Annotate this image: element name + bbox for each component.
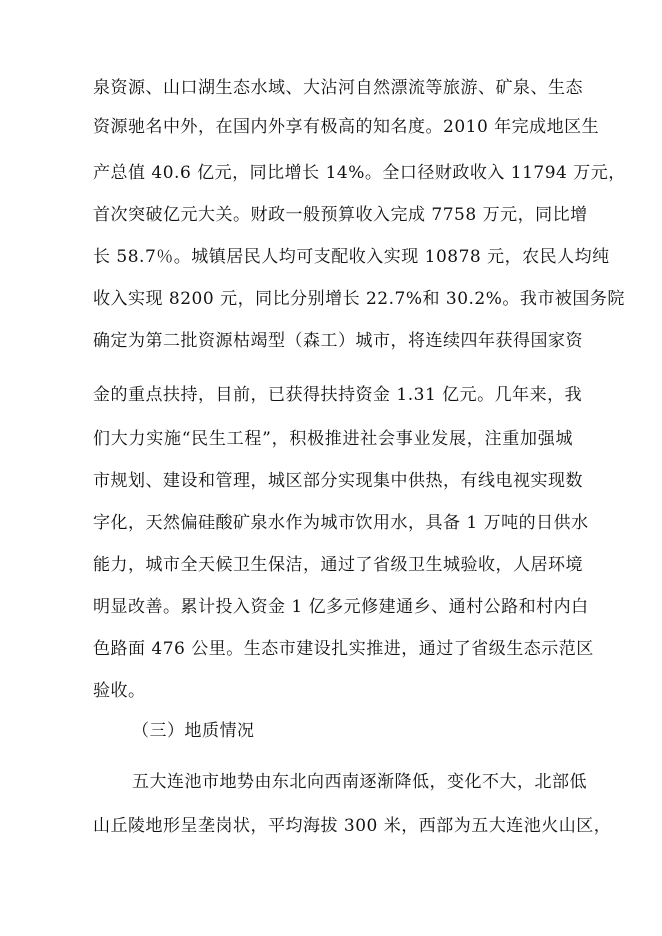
paragraph-line: 山丘陵地形呈垄岗状，平均海拔 300 米，西部为五大连池火山区， <box>93 816 612 836</box>
paragraph-line: 泉资源、山口湖生态水域、大沾河自然漂流等旅游、矿泉、生态 <box>93 78 583 98</box>
paragraph-line: 字化，天然偏硅酸矿泉水作为城市饮用水，具备 1 万吨的日供水 <box>93 513 589 533</box>
paragraph-line: 长 58.7％。城镇居民人均可支配收入实现 10878 元，农民人均纯 <box>93 247 610 267</box>
paragraph-line: 首次突破亿元大关。财政一般预算收入完成 7758 万元，同比增 <box>93 205 588 225</box>
paragraph-line: 验收。 <box>93 681 146 701</box>
paragraph-line: 明显改善。累计投入资金 1 亿多元修建通乡、通村公路和村内白 <box>93 597 589 617</box>
paragraph-line: 收入实现 8200 元，同比分别增长 22.7%和 30.2%。我市被国务院 <box>93 289 625 309</box>
paragraph-line: 产总值 40.6 亿元，同比增长 14%。全口径财政收入 11794 万元， <box>93 163 626 183</box>
paragraph-line: 确定为第二批资源枯竭型（森工）城市，将连续四年获得国家资 <box>93 331 583 351</box>
paragraph-line: 能力，城市全天候卫生保洁，通过了省级卫生城验收，人居环境 <box>93 555 583 575</box>
paragraph-line: 五大连池市地势由东北向西南逐渐降低，变化不大，北部低 <box>132 772 587 792</box>
paragraph-line: 金的重点扶持，目前，已获得扶持资金 1.31 亿元。几年来，我 <box>93 385 583 405</box>
paragraph-line: 市规划、建设和管理，城区部分实现集中供热，有线电视实现数 <box>93 471 583 491</box>
paragraph-line: 色路面 476 公里。生态市建设扎实推进，通过了省级生态示范区 <box>93 639 594 659</box>
paragraph-line: 资源驰名中外，在国内外享有极高的知名度。2010 年完成地区生 <box>93 117 600 137</box>
paragraph-line: 们大力实施“民生工程”，积极推进社会事业发展，注重加强城 <box>93 429 573 449</box>
section-heading: （三）地质情况 <box>132 721 255 741</box>
